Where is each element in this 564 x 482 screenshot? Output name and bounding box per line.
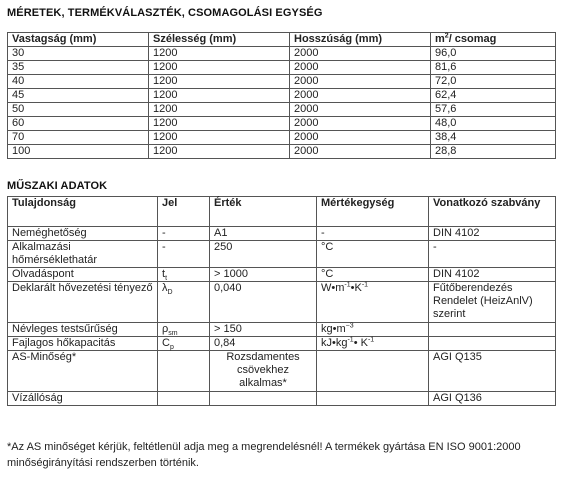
- cell-width: 1200: [149, 117, 290, 131]
- cell-thickness: 60: [8, 117, 149, 131]
- unit-part: kg•m: [321, 323, 346, 335]
- table-row: [8, 103, 556, 117]
- technical-section-title: MŰSZAKI ADATOK: [7, 180, 108, 192]
- cell-symbol: [158, 392, 210, 406]
- cell-unit: [317, 337, 429, 351]
- symbol-main: t: [162, 268, 166, 280]
- table-row: [8, 268, 556, 282]
- table-row: [8, 61, 556, 75]
- unit-part: kJ•kg: [321, 337, 348, 349]
- cell-property: Alkalmazási hőmérséklethatár: [8, 241, 158, 268]
- symbol-main: λ: [162, 282, 168, 294]
- area-unit-rest: / csomag: [448, 33, 497, 45]
- cell-standard: AGI Q136: [429, 392, 556, 406]
- cell-unit: -: [317, 227, 429, 241]
- dimensions-header-row: [8, 33, 556, 47]
- cell-width: 1200: [149, 103, 290, 117]
- cell-thickness: 35: [8, 61, 149, 75]
- technical-table: [7, 196, 556, 406]
- cell-length: 2000: [290, 103, 431, 117]
- symbol-sub: D: [167, 289, 173, 297]
- unit-part: W•m: [321, 282, 345, 294]
- footnote: *Az AS minőséget kérjük, feltétlenül adja meg a megrendelésnél! A termékek gyártása EN ISO 9001:2000 minőségirányítási rendszerben történik.: [7, 441, 521, 469]
- header-standard: Vonatkozó szabvány: [429, 197, 556, 227]
- table-row: [8, 89, 556, 103]
- table-row: [8, 117, 556, 131]
- cell-area: 48,0: [431, 117, 556, 131]
- unit-sup: −3: [345, 322, 354, 330]
- cell-width: 1200: [149, 89, 290, 103]
- cell-symbol: [158, 282, 210, 323]
- area-unit-sup: 2: [444, 32, 449, 40]
- symbol-sub: p: [169, 344, 174, 352]
- cell-standard: AGI Q135: [429, 351, 556, 392]
- cell-length: 2000: [290, 89, 431, 103]
- table-row: [8, 227, 556, 241]
- header-symbol: Jel: [158, 197, 210, 227]
- header-area-per-package: [431, 33, 556, 47]
- cell-standard: [429, 337, 556, 351]
- header-value: Érték: [210, 197, 317, 227]
- technical-header-row: [8, 197, 556, 227]
- unit-part: • K: [353, 337, 368, 349]
- cell-unit: °C: [317, 268, 429, 282]
- cell-thickness: 45: [8, 89, 149, 103]
- cell-width: 1200: [149, 61, 290, 75]
- cell-area: 28,8: [431, 145, 556, 159]
- table-row: [8, 145, 556, 159]
- cell-unit: [317, 351, 429, 392]
- cell-length: 2000: [290, 131, 431, 145]
- cell-symbol: [158, 323, 210, 337]
- cell-area: 62,4: [431, 89, 556, 103]
- cell-value: A1: [210, 227, 317, 241]
- cell-thickness: 40: [8, 75, 149, 89]
- cell-value: 0,84: [210, 337, 317, 351]
- unit-sup: -1: [347, 336, 354, 344]
- cell-standard: DIN 4102: [429, 268, 556, 282]
- cell-symbol: -: [158, 241, 210, 268]
- cell-thickness: 50: [8, 103, 149, 117]
- cell-unit: [317, 323, 429, 337]
- symbol-main: ρ: [162, 323, 169, 335]
- cell-value: > 1000: [210, 268, 317, 282]
- cell-unit: [317, 392, 429, 406]
- symbol-main: C: [162, 337, 170, 349]
- header-width: Szélesség (mm): [149, 33, 290, 47]
- dimensions-section-title: MÉRETEK, TERMÉKVÁLASZTÉK, CSOMAGOLÁSI EGYSÉG: [7, 7, 323, 19]
- cell-length: 2000: [290, 75, 431, 89]
- cell-length: 2000: [290, 145, 431, 159]
- table-row: [8, 47, 556, 61]
- cell-length: 2000: [290, 117, 431, 131]
- cell-length: 2000: [290, 47, 431, 61]
- unit-part: •K: [350, 282, 362, 294]
- cell-symbol: -: [158, 227, 210, 241]
- cell-symbol: [158, 351, 210, 392]
- cell-area: 57,6: [431, 103, 556, 117]
- cell-standard: DIN 4102: [429, 227, 556, 241]
- cell-standard: Fűtőberendezés Rendelet (HeizAnlV) szerint: [429, 282, 556, 323]
- cell-property: Neméghetőség: [8, 227, 158, 241]
- cell-unit: °C: [317, 241, 429, 268]
- cell-value: 0,040: [210, 282, 317, 323]
- cell-symbol: [158, 268, 210, 282]
- cell-property: Fajlagos hőkapacitás: [8, 337, 158, 351]
- cell-symbol: [158, 337, 210, 351]
- table-row: [8, 282, 556, 323]
- cell-value: [210, 392, 317, 406]
- table-row: [8, 131, 556, 145]
- cell-thickness: 70: [8, 131, 149, 145]
- cell-standard: [429, 323, 556, 337]
- cell-standard: -: [429, 241, 556, 268]
- cell-width: 1200: [149, 131, 290, 145]
- cell-area: 81,6: [431, 61, 556, 75]
- table-row: [8, 337, 556, 351]
- cell-property: Vízállóság: [8, 392, 158, 406]
- table-row: [8, 392, 556, 406]
- cell-width: 1200: [149, 47, 290, 61]
- cell-property: Névleges testsűrűség: [8, 323, 158, 337]
- cell-value: Rozsdamentes csövekhez alkalmas*: [210, 351, 317, 392]
- header-unit: Mértékegység: [317, 197, 429, 227]
- symbol-sub: sm: [168, 330, 178, 338]
- cell-value: 250: [210, 241, 317, 268]
- dimensions-table: [7, 32, 556, 159]
- cell-property: AS-Minőség*: [8, 351, 158, 392]
- table-row: [8, 241, 556, 268]
- area-unit: m: [435, 33, 445, 45]
- table-row: [8, 323, 556, 337]
- symbol-sub: t: [165, 275, 168, 283]
- header-length: Hosszúság (mm): [290, 33, 431, 47]
- cell-property: Olvadáspont: [8, 268, 158, 282]
- header-property: Tulajdonság: [8, 197, 158, 227]
- unit-sup: -1: [367, 336, 375, 344]
- table-row: [8, 351, 556, 392]
- cell-area: 72,0: [431, 75, 556, 89]
- cell-area: 96,0: [431, 47, 556, 61]
- header-thickness: Vastagság (mm): [8, 33, 149, 47]
- cell-length: 2000: [290, 61, 431, 75]
- cell-width: 1200: [149, 75, 290, 89]
- unit-sup: -1: [361, 281, 369, 289]
- cell-thickness: 100: [8, 145, 149, 159]
- cell-thickness: 30: [8, 47, 149, 61]
- cell-value: > 150: [210, 323, 317, 337]
- cell-property: Deklarált hővezetési tényező: [8, 282, 158, 323]
- cell-unit: [317, 282, 429, 323]
- table-row: [8, 75, 556, 89]
- unit-sup: -1: [344, 281, 351, 289]
- cell-width: 1200: [149, 145, 290, 159]
- cell-area: 38,4: [431, 131, 556, 145]
